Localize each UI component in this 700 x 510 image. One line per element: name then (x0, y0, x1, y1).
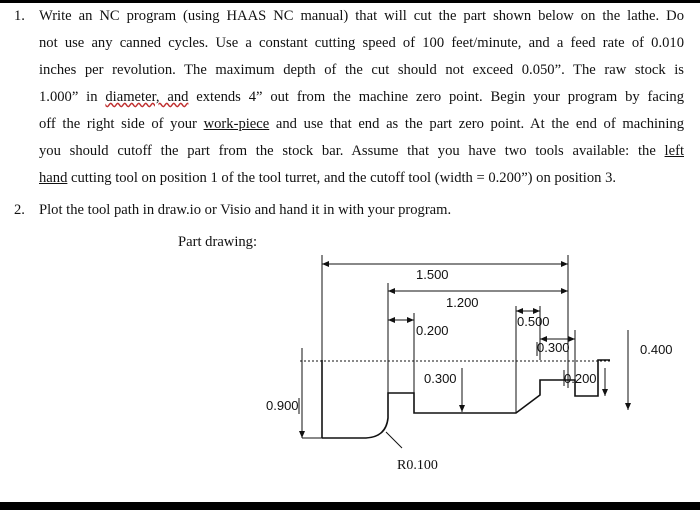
bottom-border (0, 502, 700, 510)
dim-label-0200-right: 0.200 (564, 371, 597, 386)
underlined-word-hand: hand (39, 170, 68, 186)
arrowheads (299, 261, 631, 438)
arrow-0200-right (602, 389, 608, 396)
dim-label-0400: 0.400 (640, 342, 673, 357)
q1-line-6-start: you should cutoff the part from the stock bar. Assume that you have two tools available: the (39, 143, 665, 159)
arrow-0200-left-a (388, 317, 395, 323)
q1-line-4-start: 1.000” in (39, 89, 106, 105)
arrow-0300-mid (459, 405, 465, 412)
arrow-0900 (299, 431, 305, 438)
underlined-word-left: left (664, 143, 684, 159)
arrow-1200-left (388, 288, 395, 294)
question-2-number: 2. (14, 202, 25, 218)
radius-leader (386, 432, 402, 448)
drawing-lines (300, 255, 628, 448)
q1-line-7-rest: cutting tool on position 1 of the tool turret, and the cutoff tool (width = 0.200”) on position 3. (67, 170, 617, 186)
arrow-0200-left-b (407, 317, 414, 323)
dim-label-radius: R0.100 (397, 458, 438, 473)
dim-label-0500: 0.500 (517, 314, 550, 329)
arrow-1500-right (561, 261, 568, 267)
underlined-word-workpiece: work-piece (203, 116, 270, 132)
q1-line-3: inches per revolution. The maximum depth of the cut should not exceed 0.050”. The raw stock is (39, 62, 684, 78)
dim-label-1500: 1.500 (416, 267, 449, 282)
question-1-number: 1. (14, 8, 25, 24)
q1-line-4-rest: extends 4” out from the machine zero point. Begin your program by facing (188, 89, 684, 105)
arrow-1500-left (322, 261, 329, 267)
arrow-0400 (625, 403, 631, 410)
question-2-text: Plot the tool path in draw.io or Visio and hand it in with your program. (39, 202, 452, 218)
arrow-1200-right (561, 288, 568, 294)
dim-label-1200: 1.200 (446, 295, 479, 310)
q1-line-5-start: off the right side of your (39, 116, 204, 132)
dimension-labels (266, 267, 673, 473)
spellcheck-word-diameter: diameter, and (105, 89, 189, 105)
q1-line-5-rest: and use that end as the part zero point. At the end of machining (269, 116, 684, 132)
part-drawing-label: Part drawing: (178, 234, 258, 250)
dim-label-0300-right: 0.300 (537, 340, 570, 355)
dim-label-0200-left: 0.200 (416, 323, 449, 338)
dim-label-0900: 0.900 (266, 398, 299, 413)
dim-label-0300-mid: 0.300 (424, 371, 457, 386)
q1-line-2: not use any canned cycles. Use a constant cutting speed of 100 feet/minute, and a feed rate of 0.010 (39, 35, 684, 51)
q1-line-1: Write an NC program (using HAAS NC manual) that will cut the part shown below on the lathe. Do (39, 8, 684, 24)
